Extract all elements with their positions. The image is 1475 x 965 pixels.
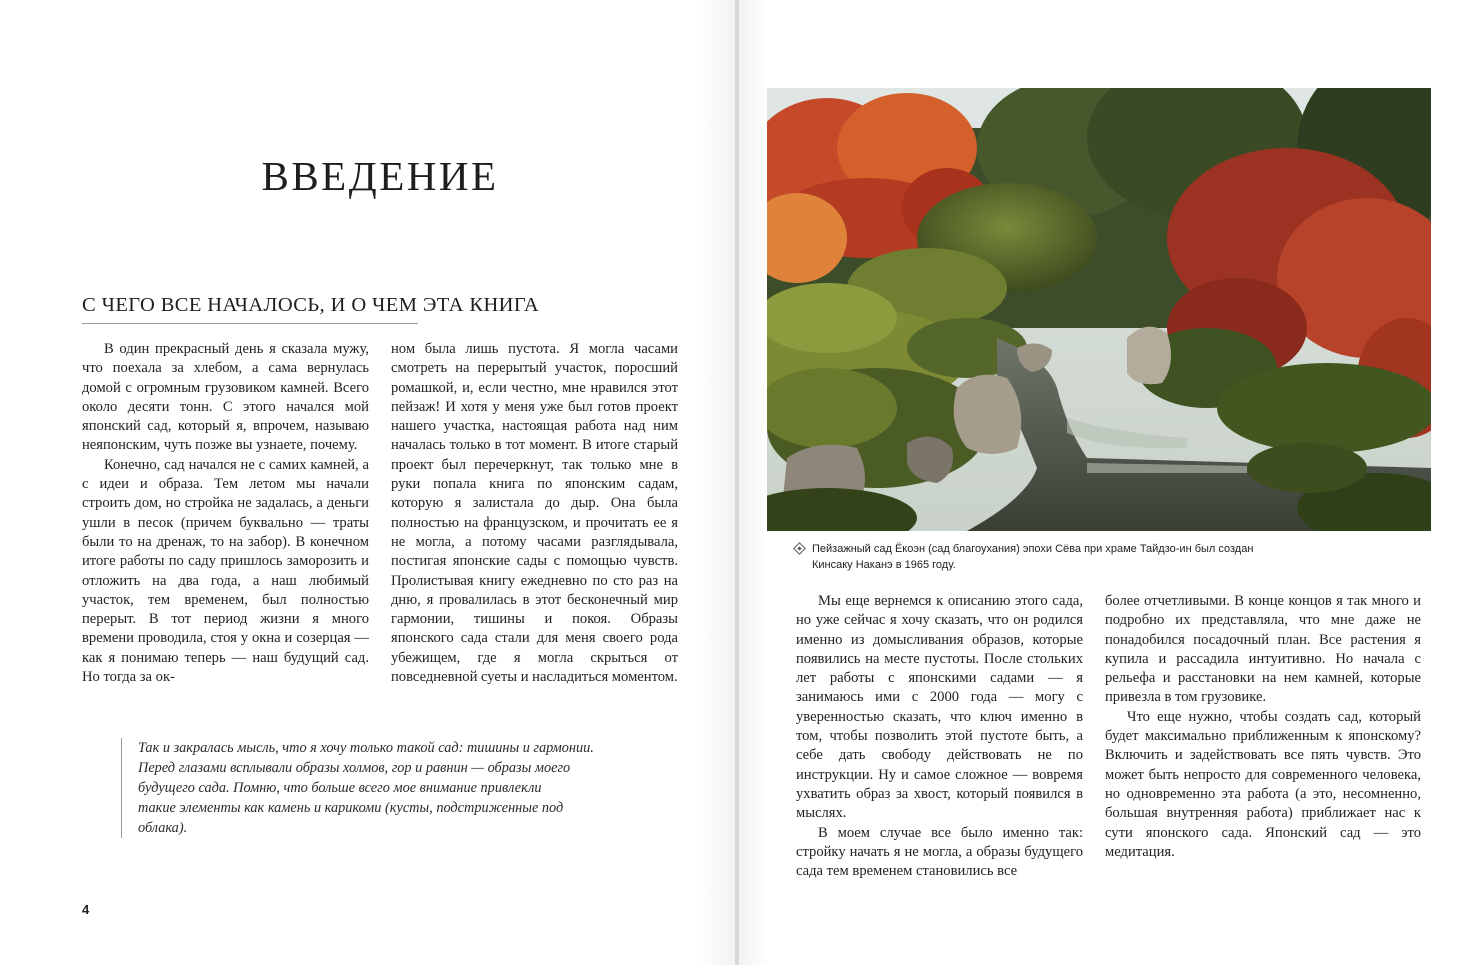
quote-line: будущего сада. Помню, что больше всего мое внимание привлекли [138,780,542,796]
photo-caption [797,541,1357,573]
paragraph: В моем случае все было именно так: стройку начать я не могла, а образы будущего сада тем временем становились все [796,824,1083,880]
pull-quote [121,738,658,838]
paragraph: Мы еще вернемся к описанию этого сада, но уже сейчас я хочу сказать, что он родился именно из домысливания образов, которые появились на месте пустоты. После стольких лет работы с японскими садами — я занимаюсь ими с 2000 года — могу с уверенностью сказать, что ключ именно в том, чтобы позволить этой пустоте быть, а себе дать свободу действовать не по инструкции. Ну и самое сложное — вовремя ухватить образ за хвост, который появился в мыслях. [796,593,1083,822]
page-number: 4 [82,902,90,917]
quote-line: Перед глазами всплывали образы холмов, гор и равнин — образы моего [138,760,571,776]
garden-photo-illustration [767,88,1431,531]
caption-line: Пейзажный сад Ёкоэн (сад благоухания) эпохи Сёва при храме Тайдзо-ин был создан [812,543,1254,555]
gutter-shadow [739,0,769,965]
paragraph: более отчетливыми. В конце концов я так много и подробно их представляла, что мне даже не понадобился посадочный план. Все растения я купила и рассадила интуитивно. Но начала с рельефа и расстановки на нем камней, которые привезла в том грузовике. [1105,593,1421,706]
paragraph: Что еще нужно, чтобы создать сад, который будет максимально приближенным к японскому? Включить и задействовать все пять чувств. Это может быть непросто для современного человека, но одновременно эта работа (а это, несомненно, большая внутренняя работа) приближает нас к сути японского сада. Японский сад — это медитация. [1105,708,1421,860]
left-column-2 [391,340,678,687]
right-column-1 [796,592,1083,881]
garden-photo [767,88,1431,531]
section-divider [82,323,418,324]
paragraph: В один прекрасный день я сказала мужу, что поехала за хлебом, а сама вернулась домой с огромным грузовиком камней. Всего около десяти тонн. С этого начался мой японский сад, который я, впрочем, называю неяпонским, чуть позже вы узнаете, почему. [82,341,369,454]
caption-line: Кинсаку Наканэ в 1965 году. [812,559,956,571]
right-column-2 [1105,592,1421,862]
quote-line: облака). [138,820,188,836]
quote-line: Так и закралась мысль, что я хочу только такой сад: тишины и гармонии. [138,740,594,756]
left-page [0,0,735,965]
section-heading: С ЧЕГО ВСЕ НАЧАЛОСЬ, И О ЧЕМ ЭТА КНИГА [82,294,540,316]
left-column-1 [82,340,369,687]
paragraph: Конечно, сад начался не с самих камней, а с идеи и образа. Тем летом мы начали строить дом, но стройка не задалась, а деньги ушли в песок (причем буквально — траты были то на дренаж, то на забор). В конечном итоге работы по саду пришлось заморозить и отложить на два года, а наш любимый участок, тем временем, был полностью перерыт. В тот период жизни я много времени проводила, стоя у окна и созерцая — как я понимаю теперь — наш будущий сад. Но тогда за ок- [82,456,369,686]
gutter-shadow [695,0,735,965]
paragraph: ном была лишь пустота. Я могла часами смотреть на перерытый участок, поросший ромашкой, и, если честно, мне нравился этот пейзаж! И хотя у меня уже был готов проект нашего участка, настоящая работа над ним началась только в тот момент. В итоге старый проект был перечеркнут, так только мне в руки попала книга по японским садам, которую я залистала до дыр. Она была полностью на французском, и прочитать ее я не могла, а потому часами разглядывала, постигая японские сады с помощью чувств. Пролистывая книгу ежедневно по сто раз на дню, я провалилась в этот бесконечный мир гармонии, тишины и покоя. Образы японского сада стали для меня своего рода убежищем, где я могла скрыться от повседневной суеты и насладиться моментом. [391,341,678,686]
quote-line: такие элементы как камень и карикоми (кусты, подстриженные под [138,800,564,816]
chapter-title: ВВЕДЕНИЕ [261,153,499,199]
